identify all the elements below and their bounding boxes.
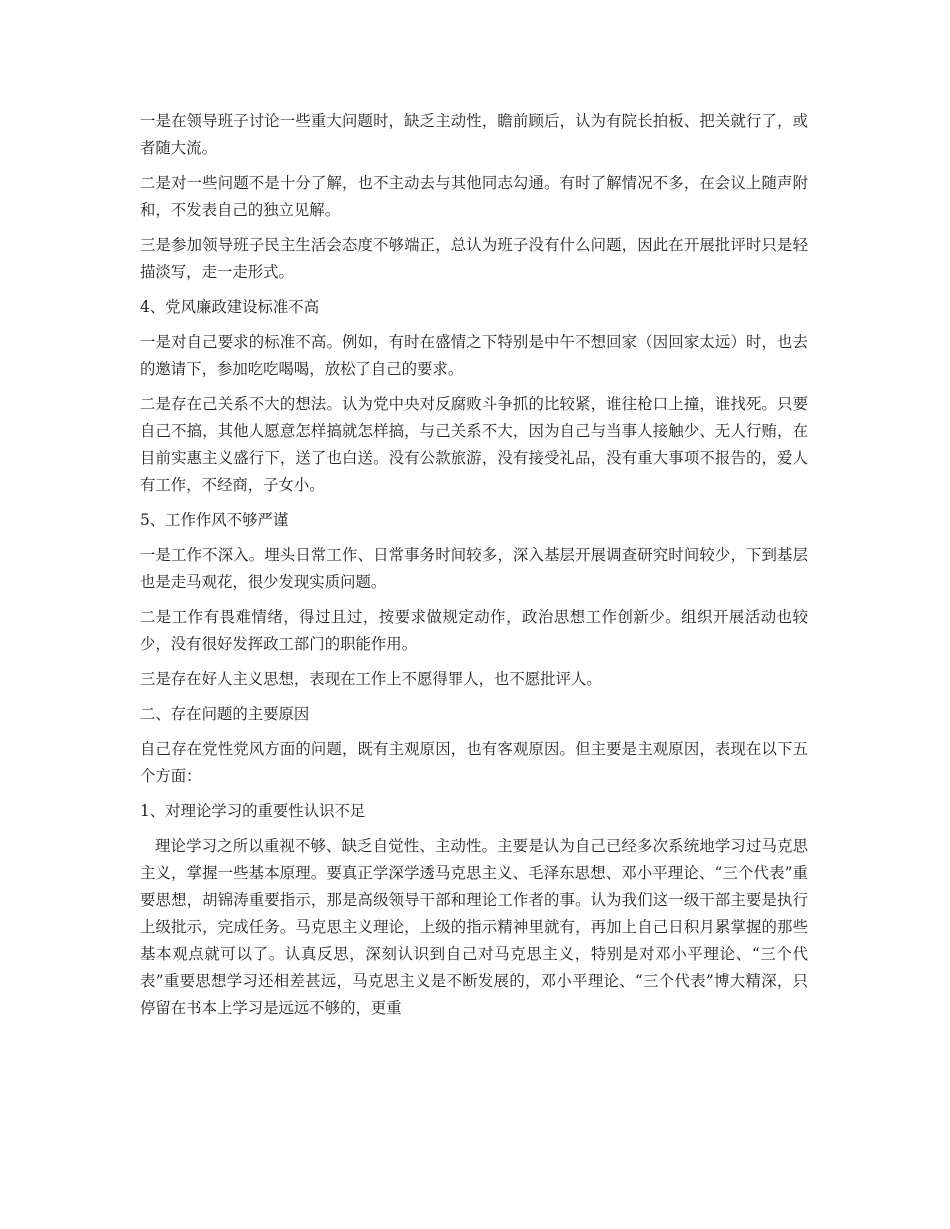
section-heading-integrity: 4、党风廉政建设标准不高	[140, 298, 320, 316]
paragraph-theory-study: 理论学习之所以重视不够、缺乏自觉性、主动性。主要是认为自己已经多次系统地学习过马克思主义，掌握一些基本原理。要真正学深学透马克思主义、毛泽东思想、邓小平理论、“三个代表”重要思想，胡锦涛重要指示，那是高级领导干部和理论工作者的事。认为我们这一级干部主要是执行上级批示，完成任务。马克思主义理论，上级的指示精神里就有，再加上自己日积月累掌握的那些基本观点就可以了。认真反思，深刻认识到自己对马克思主义，特别是对邓小平理论、“三个代表”重要思想学习还相差甚远，马克思主义是不断发展的，邓小平理论、“三个代表”博大精深，只停留在书本上学习是远远不够的，更重	[140, 837, 808, 1017]
paragraph-anti-corruption-attitude: 二是存在己关系不大的想法。认为党中央对反腐败斗争抓的比较紧，谁往枪口上撞，谁找死。只要自己不搞，其他人愿意怎样搞就怎样搞，与己关系不大，因为自己与当事人接触少、无人行贿，在目前实惠主义盛行下，送了也白送。没有公款旅游，没有接受礼品，没有重大事项不报告的，爱人有工作，不经商，子女小。	[140, 395, 808, 494]
section-heading-theory-study: 1、对理论学习的重要性认识不足	[140, 802, 366, 820]
section-heading-main-causes: 二、存在问题的主要原因	[140, 705, 310, 723]
paragraph-democratic-meeting: 三是参加领导班子民主生活会态度不够端正，总认为班子没有什么问题，因此在开展批评时只是轻描淡写，走一走形式。	[140, 236, 808, 281]
paragraph-causes-intro: 自己存在党性党风方面的问题，既有主观原因，也有客观原因。但主要是主观原因，表现在以下五个方面：	[140, 740, 808, 785]
paragraph-self-standards: 一是对自己要求的标准不高。例如，有时在盛情之下特别是中午不想回家（因回家太远）时，也去的邀请下，参加吃吃喝喝，放松了自己的要求。	[140, 333, 808, 378]
paragraph-leadership-initiative: 一是在领导班子讨论一些重大问题时，缺乏主动性，瞻前顾后，认为有院长拍板、把关就行了，或者随大流。	[140, 112, 808, 157]
section-heading-work-style: 5、工作作风不够严谨	[140, 511, 289, 529]
paragraph-communication: 二是对一些问题不是十分了解，也不主动去与其他同志勾通。有时了解情况不多，在会议上随声附和，不发表自己的独立见解。	[140, 174, 808, 219]
paragraph-not-in-depth: 一是工作不深入。埋头日常工作、日常事务时间较多，深入基层开展调查研究时间较少，下到基层也是走马观花，很少发现实质问题。	[140, 546, 808, 591]
paragraph-fear-of-difficulty: 二是工作有畏难情绪，得过且过，按要求做规定动作，政治思想工作创新少。组织开展活动也较少，没有很好发挥政工部门的职能作用。	[140, 608, 808, 653]
paragraph-nice-guy-mentality: 三是存在好人主义思想，表现在工作上不愿得罪人，也不愿批评人。	[140, 670, 602, 688]
document-page	[140, 108, 808, 1030]
